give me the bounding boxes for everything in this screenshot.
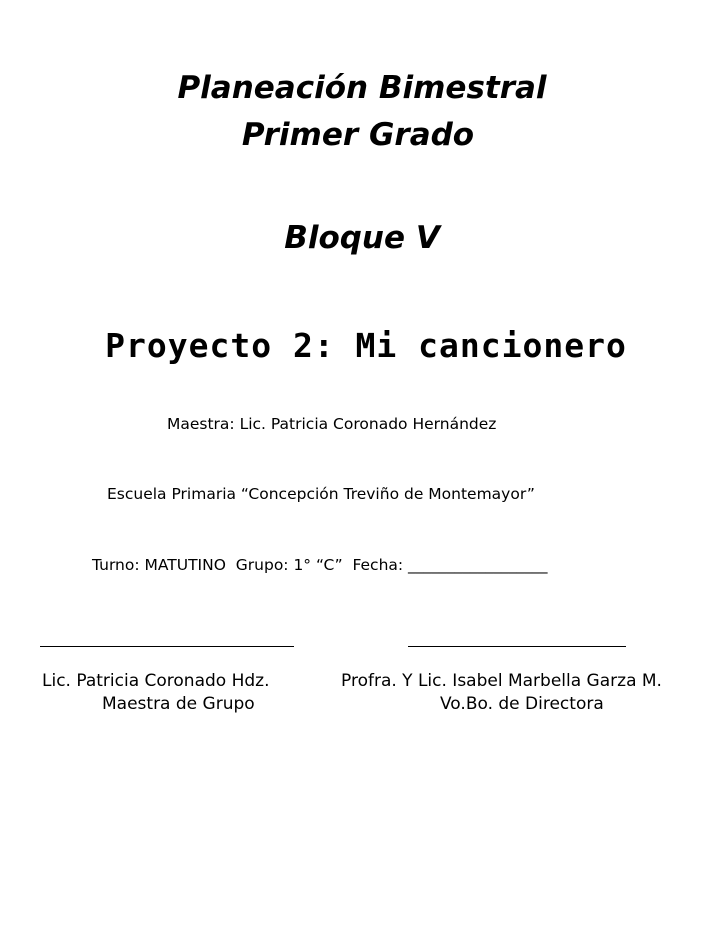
signature-right-name: Profra. Y Lic. Isabel Marbella Garza M.: [341, 671, 662, 691]
teacher-line: Maestra: Lic. Patricia Coronado Hernández: [167, 415, 497, 433]
school-line: Escuela Primaria “Concepción Treviño de Montemayor”: [107, 485, 535, 503]
grade-title: Primer Grado: [241, 117, 475, 153]
project-title: Proyecto 2: Mi cancionero: [105, 326, 627, 365]
signature-left-name: Lic. Patricia Coronado Hdz.: [42, 671, 270, 691]
signature-line-right: [408, 646, 626, 647]
shift-group-date-line: [92, 555, 548, 575]
signature-line-left: [40, 646, 294, 647]
document-title: Planeación Bimestral: [177, 70, 547, 106]
signature-left-role: Maestra de Grupo: [102, 694, 255, 714]
block-title: Bloque V: [284, 220, 440, 256]
signature-right-role: Vo.Bo. de Directora: [440, 694, 604, 714]
shift-group-date-text: Turno: MATUTINO Grupo: 1° “C” Fecha: __________________: [92, 556, 548, 574]
